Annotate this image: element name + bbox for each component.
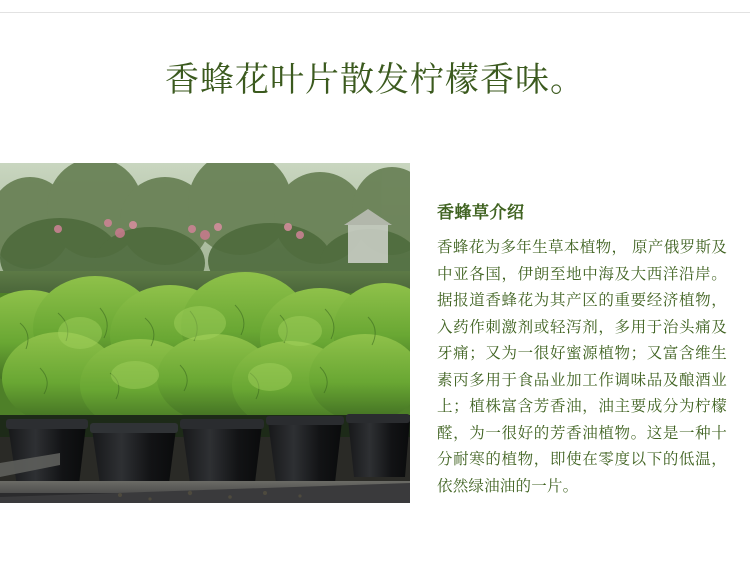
lemon-balm-photo	[0, 163, 410, 503]
section-paragraph: 香蜂花为多年生草本植物， 原产俄罗斯及中亚各国，伊朗至地中海及大西洋沿岸。 据报道香蜂花为其产区的重要经济植物，入药作刺激剂或轻泻剂，多用于治头痛及牙痛；又为一很好蜜源植物；又富含维生素丙多用于食品业加工作调味品及酿酒业上；植株富含芳香油，油主要成分为柠檬醛，为一很好的芳香油植物。这是一种十分耐寒的植物，即使在零度以下的低温，依然绿油油的一片。	[437, 239, 727, 495]
page-title-container	[0, 58, 750, 102]
photo-illustration	[0, 163, 410, 503]
content-area	[0, 163, 750, 503]
description-column	[437, 201, 727, 500]
section-heading: 香蜂草介绍	[437, 203, 525, 222]
page-title: 香蜂花叶片散发柠檬香味。	[165, 61, 585, 99]
top-divider	[0, 12, 750, 13]
